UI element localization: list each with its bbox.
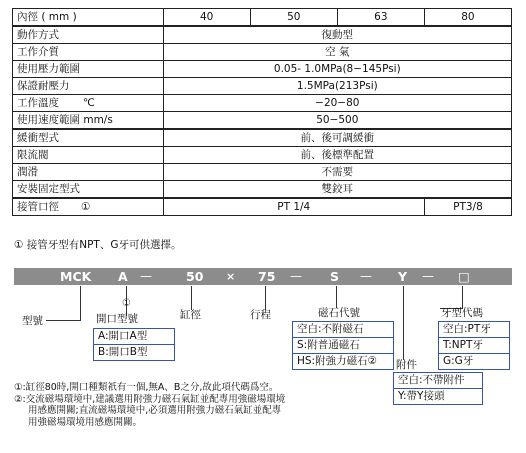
bore-label: 缸徑: [180, 309, 201, 321]
row-label: 使用壓力範圍: [13, 61, 164, 78]
row-value: 空 氣: [163, 44, 511, 61]
code-dash: —: [290, 269, 302, 283]
table-row: [13, 112, 512, 130]
footnote-line: ②:交流磁場環境中,建議選用附強力磁石氣缸並配專用強磁場環境: [14, 393, 286, 405]
option-item: T:NPT牙: [439, 338, 509, 354]
row-value: 50−500: [163, 112, 511, 130]
row-label: 潤滑: [13, 164, 164, 181]
option-item: Y:帶Y接頭: [398, 390, 445, 402]
row-label: 使用速度範圍 mm/s: [13, 112, 164, 130]
celsius-unit: ℃: [83, 97, 95, 109]
row-label: 限流閥: [13, 147, 164, 164]
opening-options: [93, 328, 175, 361]
code-opening: A: [118, 269, 128, 284]
accessory-options: [393, 372, 483, 405]
table-row: [13, 147, 512, 164]
row-value: 前、後可調緩衝: [163, 129, 511, 147]
table-row: [13, 78, 512, 95]
code-dash: —: [422, 269, 434, 283]
row-value: 復動型: [163, 26, 511, 44]
footnote-line: 用強磁場環境用感應開關。: [28, 416, 143, 428]
option-item: S:附普通磁石: [293, 338, 393, 354]
table-header-row: [13, 9, 512, 27]
option-item: 空白:PT牙: [439, 322, 509, 338]
leader-line: [336, 286, 337, 308]
port-value-large: PT3/8: [424, 198, 511, 216]
table-row: [13, 44, 512, 61]
code-bore: 50: [186, 269, 204, 284]
footnote-line: 用感應開關;直流磁場環境中,必須選用附強力磁石氣缸並配專: [28, 405, 282, 416]
port-label: 接管口徑: [17, 201, 59, 213]
opening-marker: ①: [122, 298, 131, 309]
code-dash: —: [140, 269, 152, 283]
row-value: 雙鉸耳: [163, 181, 511, 199]
option-item: B:開口B型: [98, 346, 148, 358]
row-label: [13, 95, 164, 112]
bore-40: 40: [163, 9, 250, 27]
table-row: [13, 181, 512, 199]
port-marker: ①: [81, 201, 91, 213]
leader-line: [265, 286, 266, 310]
table-row: [13, 164, 512, 181]
row-value: 不需要: [163, 164, 511, 181]
option-item: HS:附強力磁石②: [297, 355, 378, 367]
table-row: [13, 198, 512, 216]
table-row: [13, 26, 512, 44]
table-row: [13, 61, 512, 78]
temp-label: 工作溫度: [17, 97, 59, 109]
row-label: 保證耐壓力: [13, 78, 164, 95]
opening-title: 開口型號: [96, 313, 138, 325]
option-item: 空白:不帶附件: [394, 373, 482, 389]
bore-50: 50: [250, 9, 337, 27]
row-value: 1.5MPa(213Psi): [163, 78, 511, 95]
magnet-title: 磁石代號: [318, 307, 360, 319]
leader-line: [46, 320, 81, 321]
thread-title: 牙型代碼: [441, 307, 483, 319]
option-item: G:G牙: [443, 355, 474, 367]
footnote-line: ①:缸徑80時,開口種類祇有一個,無A、B之分,故此項代碼爲空。: [14, 382, 279, 393]
magnet-options: [292, 321, 394, 370]
row-label: 安裝固定型式: [13, 181, 164, 199]
code-magnet: S: [330, 269, 340, 284]
model-label: 型號: [22, 315, 43, 327]
option-item: A:開口A型: [94, 329, 174, 345]
code-times: ×: [226, 270, 236, 283]
leader-line: [403, 286, 404, 360]
thread-options: [438, 321, 510, 370]
code-thread-box: □: [458, 269, 470, 284]
leader-line: [462, 286, 463, 308]
bore-80: 80: [424, 9, 511, 27]
row-value: 前、後標準配置: [163, 147, 511, 164]
table-row: [13, 95, 512, 112]
code-stroke: 75: [258, 269, 276, 284]
table-row: [13, 129, 512, 147]
code-series: MCK: [60, 269, 92, 284]
option-item: 空白:不附磁石: [293, 322, 393, 338]
code-accessory: Y: [398, 269, 408, 284]
row-label: 動作方式: [13, 26, 164, 44]
row-value: 0.05- 1.0MPa(8−145Psi): [163, 61, 511, 78]
header-label: 內徑 ( mm ): [13, 9, 164, 27]
thread-note: ① 接管牙型有NPT、G牙可供選擇。: [14, 239, 182, 251]
leader-line: [191, 286, 192, 310]
stroke-label: 行程: [250, 309, 271, 321]
row-label: [13, 198, 164, 216]
row-label: 工作介質: [13, 44, 164, 61]
spec-table: [12, 8, 512, 216]
leader-line: [80, 286, 81, 320]
footnotes: [14, 382, 285, 428]
code-dash: —: [360, 269, 372, 283]
row-label: 緩衝型式: [13, 129, 164, 147]
row-value: −20−80: [163, 95, 511, 112]
accessory-title: 附件: [396, 359, 417, 371]
bore-63: 63: [337, 9, 424, 27]
port-value-small: PT 1/4: [163, 198, 424, 216]
